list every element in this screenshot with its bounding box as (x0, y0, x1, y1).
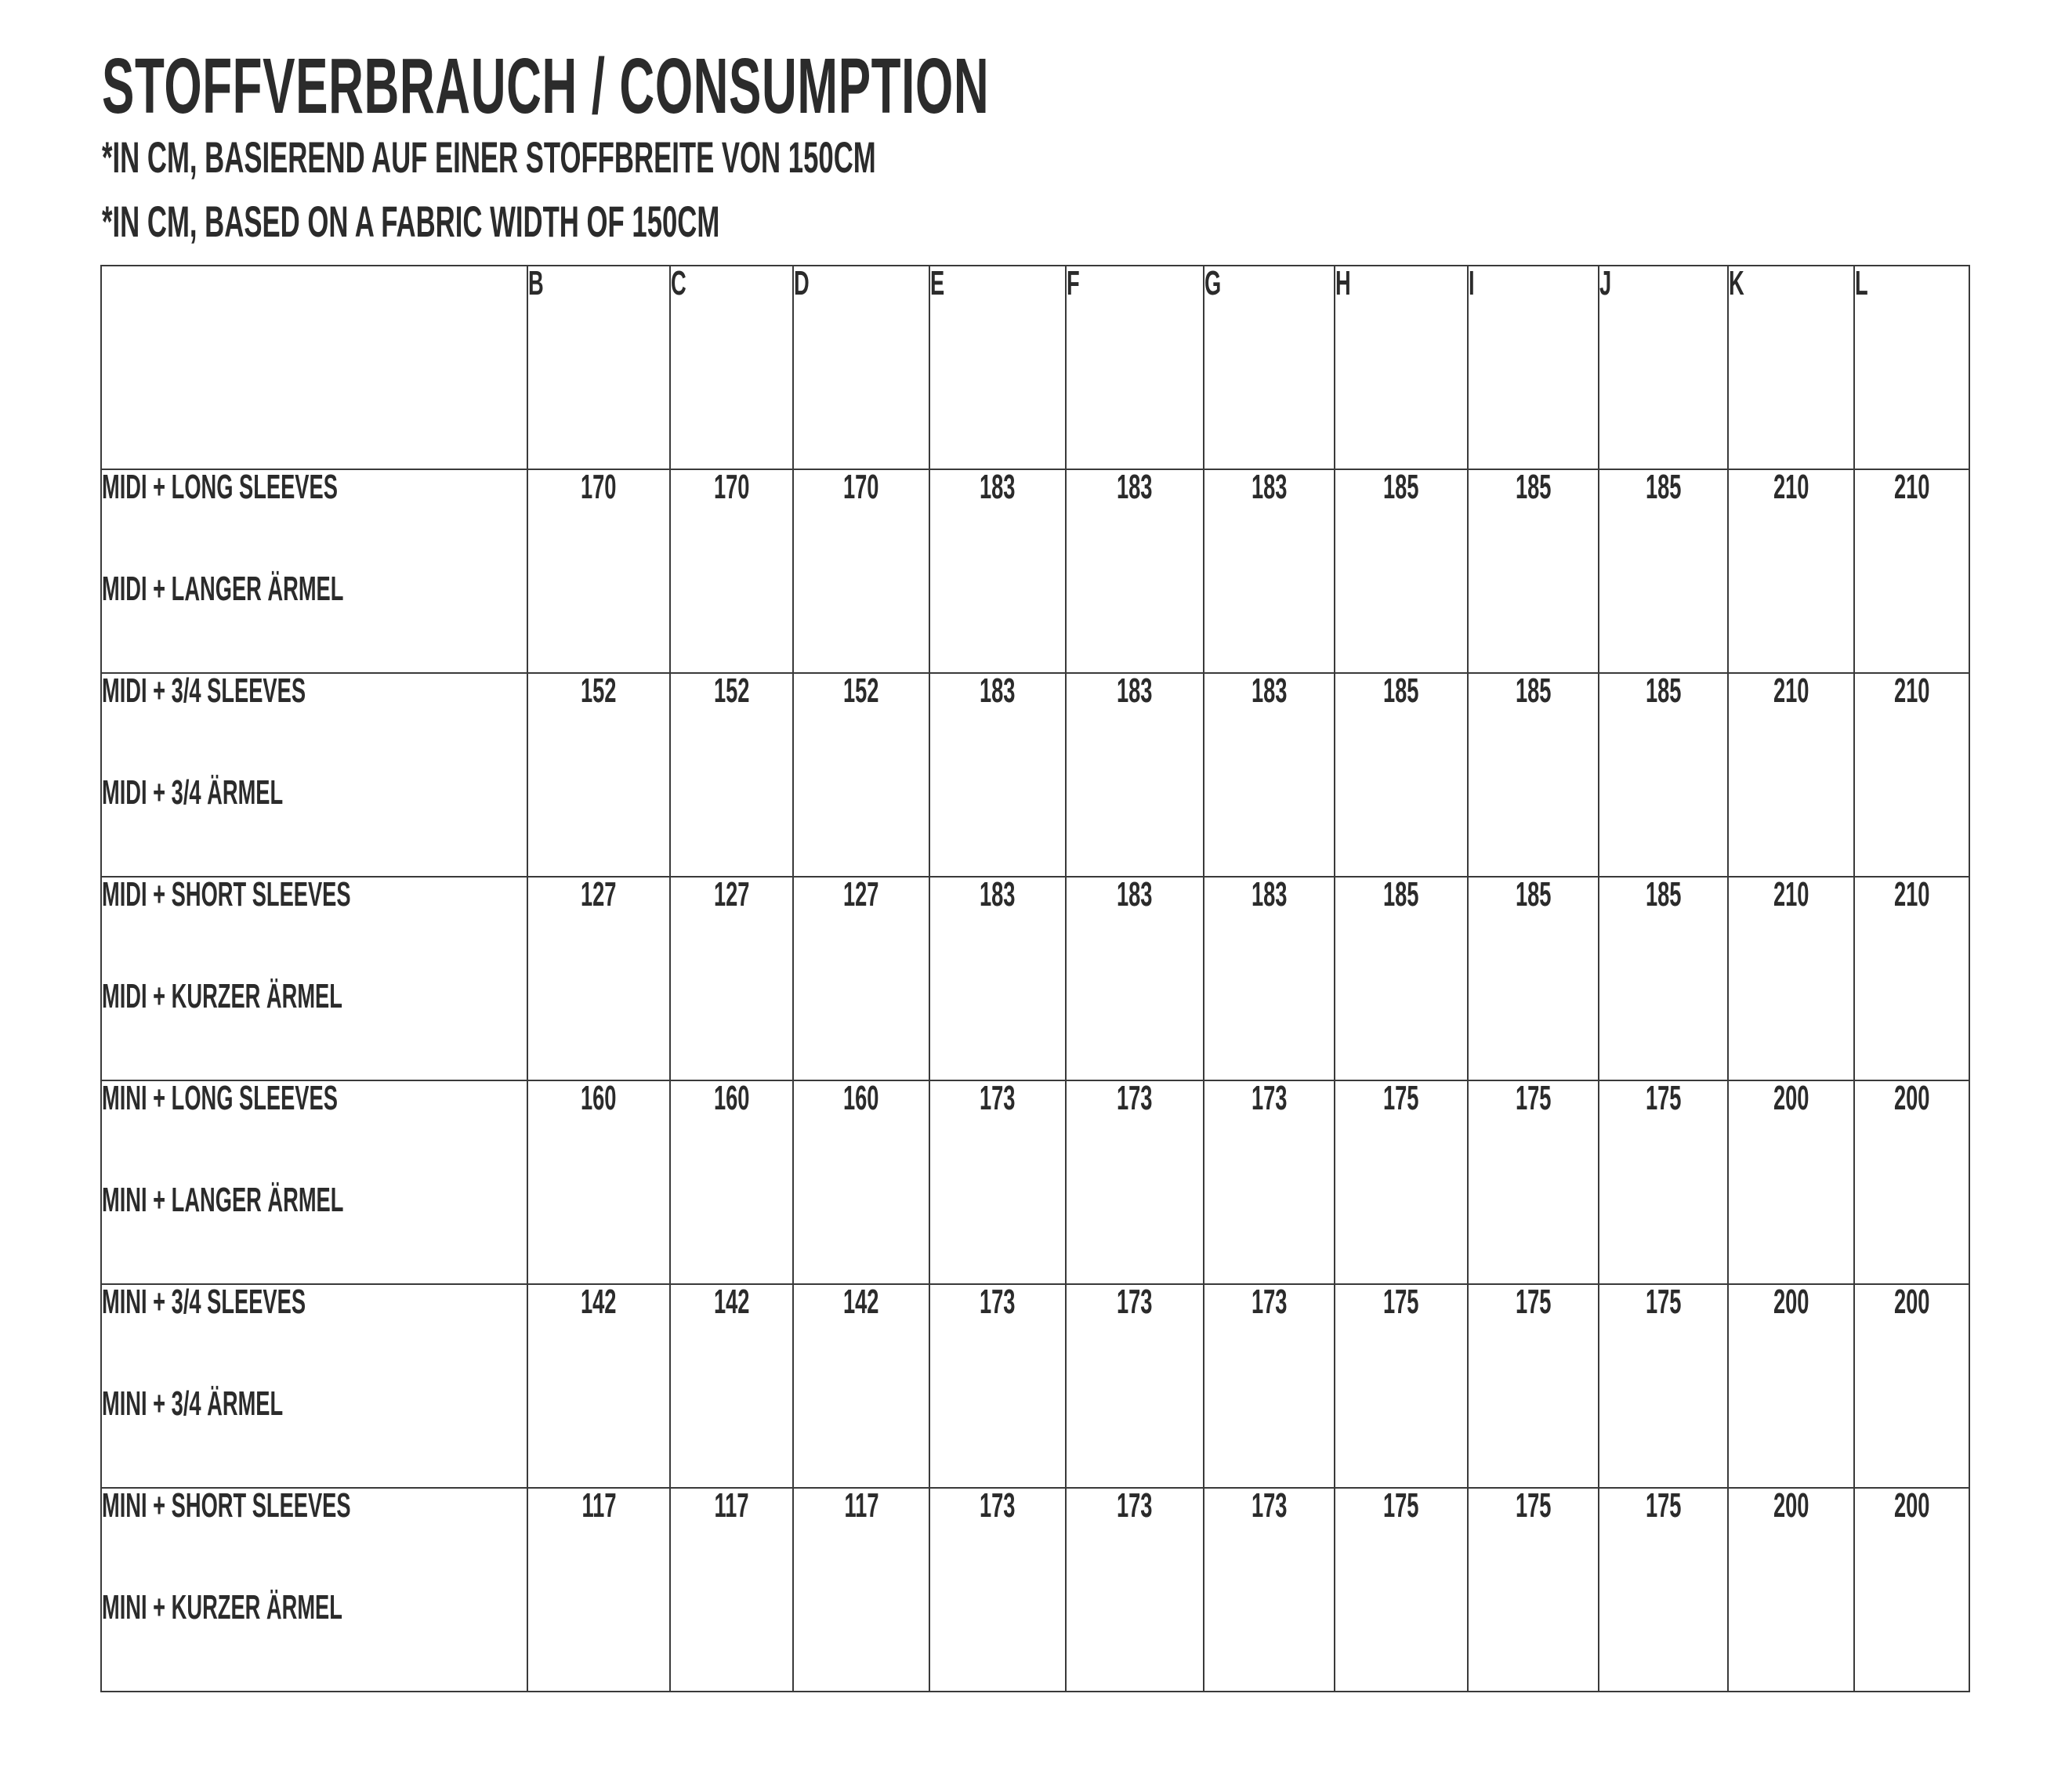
row-label-german: MIDI + LANGER ÄRMEL (102, 570, 344, 608)
consumption-value: 173 (980, 1486, 1016, 1525)
consumption-value: 175 (1645, 1283, 1682, 1321)
consumption-value: 175 (1515, 1283, 1552, 1321)
consumption-value: 185 (1383, 875, 1419, 914)
consumption-table (100, 265, 1970, 1692)
consumption-value-cell (1204, 1284, 1335, 1488)
consumption-value-cell (1335, 1080, 1468, 1284)
size-column-header: I (1468, 266, 1599, 469)
consumption-value: 170 (843, 468, 879, 506)
consumption-value-cell (1728, 1284, 1854, 1488)
consumption-value-cell (1599, 1488, 1728, 1692)
consumption-value-cell (670, 469, 793, 673)
subtitle-german: *IN CM, BASIEREND AUF EINER STOFFBREITE VON 150CM (102, 132, 876, 182)
consumption-value-cell (527, 1284, 670, 1488)
consumption-value-cell (670, 673, 793, 877)
table-row (101, 877, 1969, 1080)
row-label-german: MINI + KURZER ÄRMEL (102, 1588, 342, 1627)
consumption-value-cell (1854, 673, 1969, 877)
consumption-value: 183 (980, 875, 1016, 914)
consumption-value-cell (793, 673, 929, 877)
consumption-value-cell (1468, 877, 1599, 1080)
consumption-value: 183 (1117, 875, 1153, 914)
consumption-value: 142 (713, 1283, 750, 1321)
table-row (101, 673, 1969, 877)
row-label-cell (101, 1488, 527, 1692)
consumption-value-cell (1468, 1284, 1599, 1488)
consumption-value: 173 (1251, 1486, 1288, 1525)
consumption-value: 160 (581, 1079, 617, 1117)
consumption-value-cell (527, 469, 670, 673)
consumption-value-cell (1599, 877, 1728, 1080)
consumption-value: 173 (1251, 1079, 1288, 1117)
consumption-value: 117 (843, 1486, 878, 1525)
consumption-value-cell (1066, 469, 1204, 673)
consumption-value: 185 (1515, 468, 1552, 506)
consumption-value-cell (1335, 1488, 1468, 1692)
consumption-value-cell (1204, 673, 1335, 877)
row-label-english: MINI + LONG SLEEVES (102, 1079, 338, 1117)
table-header-row (101, 266, 1969, 469)
consumption-value: 183 (1117, 468, 1153, 506)
consumption-value: 210 (1773, 671, 1809, 710)
consumption-value: 175 (1645, 1079, 1682, 1117)
consumption-value-cell (793, 469, 929, 673)
row-label-cell (101, 1284, 527, 1488)
row-label-cell (101, 877, 527, 1080)
consumption-value: 200 (1773, 1486, 1809, 1525)
consumption-value: 117 (714, 1486, 749, 1525)
consumption-value-cell (527, 877, 670, 1080)
consumption-value: 210 (1893, 468, 1930, 506)
consumption-value-cell (1854, 1080, 1969, 1284)
consumption-value: 210 (1893, 875, 1930, 914)
consumption-value: 173 (1117, 1079, 1153, 1117)
consumption-value: 173 (1251, 1283, 1288, 1321)
consumption-value: 185 (1645, 468, 1682, 506)
row-label-german: MIDI + 3/4 ÄRMEL (102, 773, 284, 812)
consumption-value: 185 (1515, 875, 1552, 914)
consumption-value-cell (793, 877, 929, 1080)
consumption-value-cell (793, 1080, 929, 1284)
consumption-value: 183 (980, 468, 1016, 506)
table-row (101, 1284, 1969, 1488)
consumption-value-cell (1066, 877, 1204, 1080)
consumption-value: 200 (1893, 1283, 1930, 1321)
consumption-value: 152 (843, 671, 879, 710)
consumption-value-cell (929, 1284, 1066, 1488)
consumption-value-cell (1728, 469, 1854, 673)
row-label-german: MINI + LANGER ÄRMEL (102, 1181, 344, 1219)
consumption-value-cell (1204, 469, 1335, 673)
consumption-value: 175 (1515, 1079, 1552, 1117)
row-label-english: MIDI + LONG SLEEVES (102, 468, 338, 506)
consumption-value: 175 (1383, 1079, 1419, 1117)
consumption-value-cell (670, 877, 793, 1080)
consumption-value: 175 (1383, 1283, 1419, 1321)
size-column-header: K (1728, 266, 1854, 469)
consumption-value: 185 (1383, 671, 1419, 710)
row-label-cell (101, 469, 527, 673)
consumption-value-cell (1468, 469, 1599, 673)
consumption-value: 152 (713, 671, 750, 710)
size-column-header: H (1335, 266, 1468, 469)
size-column-header: F (1066, 266, 1204, 469)
consumption-value: 200 (1893, 1079, 1930, 1117)
consumption-value-cell (1066, 1080, 1204, 1284)
row-label-english: MIDI + SHORT SLEEVES (102, 875, 351, 914)
consumption-value-cell (1066, 1284, 1204, 1488)
row-label-cell (101, 673, 527, 877)
consumption-value: 183 (980, 671, 1016, 710)
consumption-value: 210 (1893, 671, 1930, 710)
consumption-value: 160 (713, 1079, 750, 1117)
consumption-value: 183 (1117, 671, 1153, 710)
consumption-value-cell (793, 1488, 929, 1692)
consumption-value-cell (1204, 877, 1335, 1080)
consumption-value-cell (929, 469, 1066, 673)
consumption-value-cell (1468, 673, 1599, 877)
size-column-header: C (670, 266, 793, 469)
consumption-value-cell (1728, 1080, 1854, 1284)
size-column-header: G (1204, 266, 1335, 469)
consumption-value-cell (1599, 469, 1728, 673)
consumption-value: 173 (980, 1079, 1016, 1117)
consumption-value: 200 (1773, 1079, 1809, 1117)
consumption-value: 183 (1251, 671, 1288, 710)
consumption-value-cell (1599, 673, 1728, 877)
consumption-value-cell (1854, 877, 1969, 1080)
size-column-header: E (929, 266, 1066, 469)
consumption-value: 185 (1645, 671, 1682, 710)
row-label-german: MIDI + KURZER ÄRMEL (102, 977, 342, 1015)
consumption-value-cell (1335, 877, 1468, 1080)
consumption-value: 185 (1383, 468, 1419, 506)
consumption-value-cell (1335, 1284, 1468, 1488)
consumption-value-cell (1599, 1080, 1728, 1284)
consumption-value-cell (1728, 1488, 1854, 1692)
size-column-header: L (1854, 266, 1969, 469)
consumption-value: 127 (713, 875, 750, 914)
row-label-english: MINI + SHORT SLEEVES (102, 1486, 351, 1525)
row-label-german: MINI + 3/4 ÄRMEL (102, 1384, 284, 1423)
consumption-value: 173 (1117, 1283, 1153, 1321)
consumption-value: 175 (1383, 1486, 1419, 1525)
consumption-value: 175 (1645, 1486, 1682, 1525)
consumption-value-cell (1204, 1080, 1335, 1284)
consumption-value-cell (929, 1488, 1066, 1692)
consumption-value-cell (670, 1488, 793, 1692)
table-row (101, 1488, 1969, 1692)
consumption-value: 170 (713, 468, 750, 506)
consumption-value-cell (1468, 1080, 1599, 1284)
consumption-value: 127 (581, 875, 617, 914)
consumption-value-cell (1854, 1488, 1969, 1692)
consumption-value: 173 (1117, 1486, 1153, 1525)
consumption-value-cell (1854, 1284, 1969, 1488)
row-label-english: MINI + 3/4 SLEEVES (102, 1283, 306, 1321)
consumption-value-cell (1854, 469, 1969, 673)
consumption-value: 127 (843, 875, 879, 914)
consumption-value: 152 (581, 671, 617, 710)
page-title: STOFFVERBRAUCH / CONSUMPTION (102, 42, 990, 130)
consumption-value-cell (670, 1284, 793, 1488)
table-corner-cell (101, 266, 527, 469)
size-column-header: D (793, 266, 929, 469)
consumption-value: 185 (1515, 671, 1552, 710)
size-column-header: J (1599, 266, 1728, 469)
consumption-value-cell (793, 1284, 929, 1488)
consumption-value-cell (1335, 673, 1468, 877)
consumption-value-cell (1335, 469, 1468, 673)
consumption-value: 170 (581, 468, 617, 506)
consumption-value-cell (1468, 1488, 1599, 1692)
consumption-value-cell (1728, 673, 1854, 877)
consumption-value: 183 (1251, 875, 1288, 914)
consumption-value: 175 (1515, 1486, 1552, 1525)
table-body (101, 469, 1969, 1692)
table-row (101, 1080, 1969, 1284)
row-label-cell (101, 1080, 527, 1284)
consumption-value-cell (527, 673, 670, 877)
consumption-value: 210 (1773, 468, 1809, 506)
consumption-value-cell (929, 673, 1066, 877)
table-row (101, 469, 1969, 673)
consumption-value-cell (1204, 1488, 1335, 1692)
consumption-value: 210 (1773, 875, 1809, 914)
consumption-value-cell (1066, 1488, 1204, 1692)
consumption-value: 200 (1773, 1283, 1809, 1321)
consumption-value: 173 (980, 1283, 1016, 1321)
consumption-value: 142 (843, 1283, 879, 1321)
consumption-value-cell (1066, 673, 1204, 877)
consumption-value: 200 (1893, 1486, 1930, 1525)
consumption-value: 117 (581, 1486, 616, 1525)
consumption-value-cell (527, 1080, 670, 1284)
row-label-english: MIDI + 3/4 SLEEVES (102, 671, 306, 710)
consumption-value-cell (670, 1080, 793, 1284)
consumption-value: 160 (843, 1079, 879, 1117)
consumption-value-cell (929, 1080, 1066, 1284)
size-column-header: B (527, 266, 670, 469)
consumption-value-cell (1728, 877, 1854, 1080)
subtitle-english: *IN CM, BASED ON A FABRIC WIDTH OF 150CM (102, 197, 720, 246)
consumption-value-cell (527, 1488, 670, 1692)
consumption-value-cell (1599, 1284, 1728, 1488)
consumption-value: 183 (1251, 468, 1288, 506)
consumption-value: 142 (581, 1283, 617, 1321)
consumption-value: 185 (1645, 875, 1682, 914)
consumption-value-cell (929, 877, 1066, 1080)
